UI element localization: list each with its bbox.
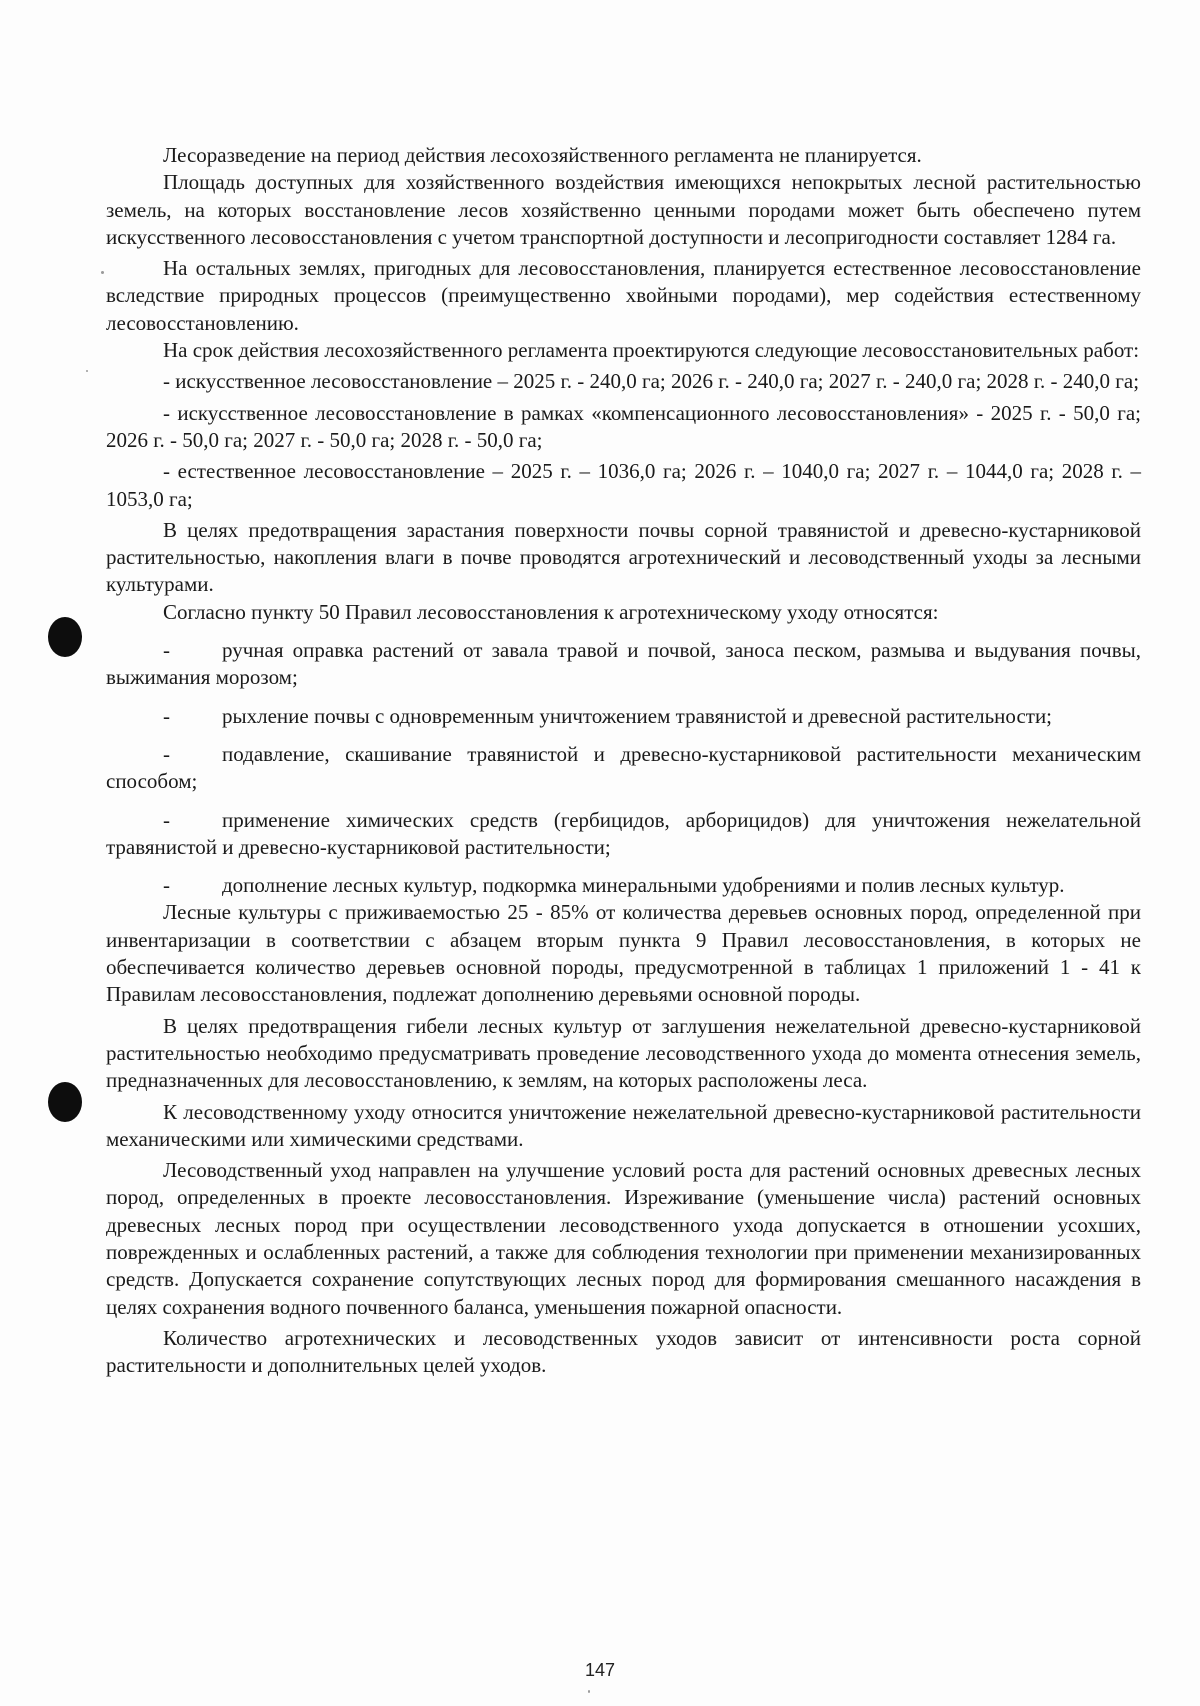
- list-item-text: подавление, скашивание травянистой и древесно-кустарниковой растительности механическим способом;: [106, 741, 1141, 794]
- page-number: 147: [584, 1660, 616, 1680]
- list-item-text: дополнение лесных культур, подкормка минеральными удобрениями и полив лесных культур.: [222, 873, 1065, 898]
- list-marker: -: [163, 873, 170, 898]
- list-marker: -: [163, 807, 170, 832]
- document-body: [106, 142, 1141, 1379]
- scan-speck: [101, 271, 104, 274]
- list-item-text: ручная оправка растений от завала травой и почвой, заноса песком, размыва и выдувания почвы, выжимания морозом;: [106, 638, 1141, 690]
- paragraph: На срок действия лесохозяйственного регламента проектируются следующие лесовосстановительных работ:: [163, 338, 1140, 363]
- paragraph: - естественное лесовосстановление – 2025 г. – 1036,0 га; 2026 г. – 1040,0 га; 2027 г. – 1044,0 га; 2028 г. – 1053,0 га;: [106, 459, 1141, 511]
- paragraph: Согласно пункту 50 Правил лесовосстановления к агротехническому уходу относятся:: [163, 599, 939, 624]
- list-marker: -: [163, 703, 170, 728]
- punch-hole-mark: [48, 617, 82, 657]
- list-item: [106, 703, 1141, 730]
- list-item-text: применение химических средств (гербицидов, арборицидов) для уничтожения нежелательной травянистой и древесно-кустарниковой растительности;: [106, 807, 1141, 859]
- paragraph: На остальных землях, пригодных для лесовосстановления, планируется естественное лесовосстановление вследствие природных процессов (преимущественно хвойными породами), мер содействия естественному лесовосстановлению.: [106, 256, 1141, 335]
- paragraph: - искусственное лесовосстановление – 2025 г. - 240,0 га; 2026 г. - 240,0 га; 2027 г. - 240,0 га; 2028 г. - 240,0 га;: [163, 369, 1140, 394]
- paragraph: Лесные культуры с приживаемостью 25 - 85% от количества деревьев основных пород, определенной при инвентаризации в соответствии с абзацем вторым пункта 9 Правил лесовосстановления, в которых не обеспечивается количество деревьев основной породы, предусмотренной в таблицах 1 приложений 1 - 41 к Правилам лесовосстановления, подлежат дополнению деревьями основной породы.: [106, 900, 1141, 1007]
- paragraph: Лесоводственный уход направлен на улучшение условий роста для растений основных древесных лесных пород, определенных в проекте лесовосстановления. Изреживание (уменьшение числа) растений основных древесных лесных пород при осуществлении лесоводственного ухода допускается в отношении усохших, поврежденных и ослабленных растений, а также для соблюдения технологии при применении механизированных средств. Допускается сохранение сопутствующих лесных пород для формирования смешанного насаждения в целях сохранения водного почвенного баланса, уменьшения пожарной опасности.: [106, 1158, 1141, 1319]
- list-item: [106, 872, 1141, 899]
- list-item-text: рыхление почвы с одновременным уничтожением травянистой и древесной растительности;: [222, 703, 1053, 728]
- list-item: [106, 637, 1141, 692]
- list-item: [106, 807, 1141, 862]
- scan-speck: [588, 1690, 590, 1693]
- paragraph: - искусственное лесовосстановление в рамках «компенсационного лесовосстановления» - 2025 г. - 50,0 га; 2026 г. - 50,0 га; 2027 г. - 50,0 га; 2028 г. - 50,0 га;: [106, 400, 1141, 452]
- paragraph: К лесоводственному уходу относится уничтожение нежелательной древесно-кустарниковой растительности механическими или химическими средствами.: [106, 1099, 1141, 1151]
- list-marker: -: [163, 741, 170, 766]
- list-marker: -: [163, 638, 170, 663]
- paragraph: Лесоразведение на период действия лесохозяйственного регламента не планируется.: [163, 143, 922, 167]
- list-item: [106, 741, 1141, 796]
- paragraph: Площадь доступных для хозяйственного воздействия имеющихся непокрытых лесной растительностью земель, на которых восстановление лесов хозяйственно ценными породами может быть обеспечено путем искусственного лесовосстановления с учетом транспортной доступности и лесопригодности составляет 1284 га.: [106, 170, 1141, 249]
- punch-hole-mark: [48, 1082, 82, 1122]
- paragraph: Количество агротехнических и лесоводственных уходов зависит от интенсивности роста сорной растительности и дополнительных целей уходов.: [106, 1325, 1141, 1378]
- paragraph: В целях предотвращения гибели лесных культур от заглушения нежелательной древесно-кустарниковой растительностью необходимо предусматривать проведение лесоводственного ухода до момента отнесения земель, предназначенных для лесовосстановлению, к землям, на которых расположены леса.: [106, 1013, 1141, 1093]
- scan-speck: [86, 370, 88, 372]
- paragraph: В целях предотвращения зарастания поверхности почвы сорной травянистой и древесно-кустарниковой растительностью, накопления влаги в почве проводятся агротехнический и лесоводственный уходы за лесными культурами.: [106, 517, 1141, 597]
